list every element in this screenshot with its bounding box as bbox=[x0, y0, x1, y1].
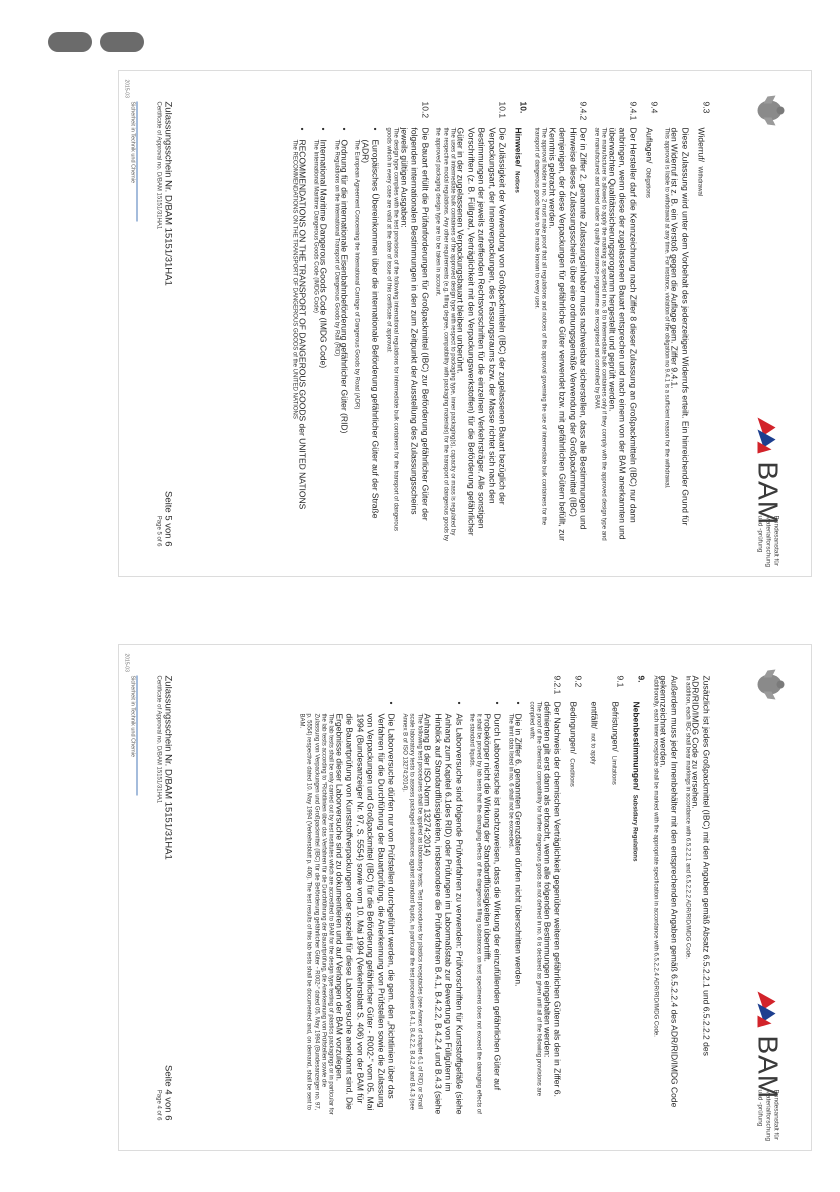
section-9-2-1 bbox=[526, 675, 562, 1115]
section-text-de: Der Nachweis der chemischen Verträglichkeit gegenüber weiteren gefährlichen Gütern als den in Ziffer 6. definierten gilt erst dann als erbracht, wenn alle folgenden Bestimmungen eingehalten werden: bbox=[541, 701, 563, 1097]
section-text-en: The proof of the chemical compatibility for further dangerous goods as not defined in no. 6 is declared as given until all of the following provisions are complied with: bbox=[527, 701, 542, 1096]
list-item-de: Als Laborversuche sind folgende Prüfverfahren zu verwenden: Prüfvorschriften für Kunststoffgefäße (siehe Anhang zum Kapitel 6.1des RID) oder Prüfungen im Labormaßstab zur Bewertung von Füllgütern im Hinblick auf Standardflüssigkeiten, insbesondere die Prüfverfahren B.4.1, B.4.2.2, B.4.2.4 und B.4.3 (siehe Anhang B der ISO-Norm 13274:2014) bbox=[422, 713, 464, 1114]
list-item-en: The Regulations on the International Transport of Dangerous Goods by Rail (RID) bbox=[332, 139, 339, 356]
section-text-en: The uses of intermediate bulk containers of the approved design type with respect to packaging type, inner packaging(s), capacity or mass is regulated by the respective modal regulations. Any other requirements (e.g. filling degree, compatibility with packaging materials) for the transport of dangerous goods by the approved packaging design type are to be taken in account. bbox=[434, 127, 455, 541]
list-item-en: The limit data listed in no. 6 shall not be exceeded. bbox=[506, 713, 513, 848]
list-item-de: Die in Ziffer 6. genannten Grenzdaten dürfen nicht überschritten werden. bbox=[513, 713, 524, 986]
bam-logo bbox=[735, 415, 785, 565]
section-number: 9.4.1 bbox=[627, 101, 638, 120]
section-title-de: Nebenbestimmungen/ bbox=[631, 701, 642, 790]
section-text-en: This approval is liable to withdrawal at any time. For instance, violation of the obligation no 9.4.1 is a sufficient reason for the withdrawal. bbox=[663, 127, 669, 489]
section-text-en: The manufacturer is allowed to apply the marking as specified in no. 8 to intermediate bulk containers only if they comply with the approved design type and are manufactured and tested under a quality assurance programme as recognised and controlled by BAM. bbox=[592, 127, 607, 541]
section-number: 9.2.1 bbox=[552, 675, 563, 694]
intro-1-de: Zusätzlich ist jedes Großpackmittel (IBC) mit den Angaben gemäß Absatz 6.5.2.2.1 und 6.5.2.2.2 des ADR/RID/IMDG Code zu versehen. bbox=[690, 675, 711, 1056]
intro-paragraph bbox=[683, 675, 711, 1115]
page-footer bbox=[147, 675, 173, 1120]
list-item: • Die Laborversuche dürfen nur von Prüfstellen durchgeführt werden, die gem. den „Richtlinien über das Verfahren für die Durchführung der Bauartprüfung, die Anerkennung von Prüfstellen sowie die Zulassung von Verpackungen und Großpackmittel (IBC) für die Beförderung gefährlicher Güter - R002-“ vom 05. Mai 1994 (Bundesanzeiger Nr. 97, S. 5554) sowie vom 10. Mai 1994 (Verkehrsblatt S. 406) von der BAM für die Bauartprüfung von Kunststoffverpackungen oder speziell für diese Laborversuche anerkannt sind. Die Ergebnisse dieser Laborversuche sind zu dokumentieren und auf Verlangen der BAM vorzulegen. The lab tests shall be only carried out by test institutes which are accredited to BAM for the design type testing of plastics packagings or in particular for the lab tests according to “Richtlinien über das Verfahren für die Durchführung der Bauartprüfung, die Anerkennung von Prüfstellen sowie die Zulassung von Verpackungen und Großpackmittel (IBC) für die Beförderung gefährlicher Güter - R002-“ dated 05. May 1994 (Bundesanzeiger no. 97, p. 5554) respective dated 10. May 1994 (Verkehrsblatt p. 406). The test results of this lab tests shall be documented and, on demand, shall be sent to BAM. bbox=[297, 701, 397, 1115]
section-9-4-2 bbox=[531, 101, 588, 541]
section-title-en: Limitations bbox=[610, 755, 617, 785]
section-text-de: Diese Zulassung wird unter dem Vorbehalt des jederzeitigen Widerrufs erteilt. Ein hinreichender Grund für den Widerruf ist z. B. ein Verstoß gegen die Auflage gem. Ziffer 9.4.1. bbox=[669, 127, 690, 525]
page-4-panel bbox=[118, 644, 812, 1151]
list-item-de: RECOMMENDATIONS ON THE TRANSPORT OF DANGEROUS GOODS der UNITED NATIONS bbox=[297, 139, 308, 509]
page-5-content bbox=[181, 101, 711, 541]
section-title-en: Subsidiary Regulations bbox=[631, 794, 638, 861]
bam-logo-icon bbox=[755, 989, 777, 1029]
form-code: 2015-03 bbox=[123, 653, 129, 672]
list-item-en: The European Agreement Concerning the International Carriage of Dangerous Goods by Road (ADR) bbox=[353, 139, 360, 409]
section-number: 9.1 bbox=[615, 675, 626, 687]
intro-2-en: Additionally, each inner receptacle shall be marked with the appropriate specification in accordance with 6.5.2.2.4 ADR/RID/IMDG Code. bbox=[651, 675, 658, 1037]
certificate-title-en: Certificate of Approval no. D/BAM 15151/31HA1 bbox=[155, 675, 161, 803]
page-5-panel bbox=[118, 70, 812, 577]
page-number-de: Seite 5 von 6 bbox=[162, 490, 173, 546]
list-item-de: Die Laborversuche dürfen nur von Prüfstellen durchgeführt werden, die gem. den „Richtlinien über das Verfahren für die Durchführung der Bauartprüfung, die Anerkennung von Prüfstellen sowie die Zulassung von Verpackungen und Großpackmittel (IBC) für die Beförderung gefährlicher Güter - R002-“ vom 05. Mai 1994 (Bundesanzeiger Nr. 97, S. 5554) sowie vom 10. Mai 1994 (Verkehrsblatt S. 406) von der BAM für die Bauartprüfung von Kunststoffverpackungen oder speziell für diese Laborversuche anerkannt sind. Die Ergebnisse dieser Laborversuche sind zu dokumentieren und auf Verlangen der BAM vorzulegen. bbox=[333, 713, 397, 1110]
intro-paragraph bbox=[650, 675, 678, 1115]
section-text-de: Der in Ziffer 2. genannte Zulassungsinhaber muss nachweisbar sicherstellen, dass alle Bestimmungen und Hinweise dieses Zulassungsscheins über eine ordnungsgemäße Verwendung der Großpackmittel (IBC) demjenigen, der diese Verpackungen für gefährliche Güter verwendet bzw. mit gefährlichen Gütern befüllt, zur Kenntnis gebracht werden. bbox=[546, 127, 589, 541]
section-text-de: Die Bauart erfüllt die Prüfanforderungen für Großpackmittel (IBC) zur Beförderung gefährlicher Güter der folgenden internationalen Bestimmungen in den zum Zeitpunkt der Ausstellung des Zulassungsscheins jeweils gültigen Ausgaben: bbox=[398, 127, 430, 521]
list-item-en: It shall be proved by lab tests that the damaging effects of the dangerous filling substances on test specimens does not exceed the damaging effects of the standard liquids. bbox=[468, 713, 482, 1114]
page-4 bbox=[119, 645, 811, 1150]
list-item: • International Maritime Dangerous Goods Code (IMDG Code) The International Maritime Dangerous Goods Code (IMDG Code) bbox=[311, 127, 329, 368]
section-text-de: Der Hersteller darf die Kennzeichnung nach Ziffer 8 dieser Zulassung an Großpackmitteln (IBC) nur dann anbringen, wenn diese der zugelassenen Bauart entsprechen und nach einem von der BAM anerkannten und überwachten Qualitätssicherungsprogramm hergestellt und geprüft werden. bbox=[606, 127, 638, 540]
conditions-list bbox=[296, 675, 523, 1115]
section-number: 10.2 bbox=[419, 101, 430, 118]
list-item: • Europäisches Übereinkommen über die internationale Beförderung gefährlicher Güter auf der Straße (ADR) The European Agreement Concerning the International Carriage of Dangerous Goods by Road (ADR) bbox=[352, 127, 380, 541]
page-4-content bbox=[181, 675, 711, 1115]
page-5 bbox=[119, 71, 811, 576]
section-10-2 bbox=[383, 101, 429, 541]
page-number-en: Page 4 of 6 bbox=[155, 1089, 161, 1120]
section-number: 10. bbox=[518, 101, 529, 113]
section-title-de: Bedingungen/ bbox=[568, 701, 579, 754]
section-title-en: Conditions bbox=[568, 757, 575, 787]
certificate-title-en: Certificate of Approval no. D/BAM 15151/31HA1 bbox=[155, 101, 161, 229]
section-10-1 bbox=[433, 101, 508, 541]
list-item-en: The RECOMMENDATIONS ON THE TRANSPORT OF DANGEROUS GOODS of the UNITED NATIONS bbox=[290, 139, 297, 419]
section-text-en: The design type complies with the test provisions of the following international regulations for intermediate bulk containers for the transport of dangerous goods which in every case are valid at the date of issue of this certificate of approval: bbox=[384, 127, 399, 531]
section-title-de: Auflagen/ bbox=[643, 127, 654, 163]
section-number: 9.4 bbox=[648, 101, 659, 113]
section-10 bbox=[510, 101, 528, 541]
section-title-de: Widerruf/ bbox=[696, 127, 706, 162]
section-9 bbox=[628, 675, 646, 1115]
intro-1-en: In addition, each IBC shall bear markings in accordance with 6.5.2.2.1 and 6.5.2.2.2 ADR/RID/IMDG Code. bbox=[684, 675, 690, 959]
list-item: • Die in Ziffer 6. genannten Grenzdaten dürfen nicht überschritten werden. The limit data listed in no. 6 shall not be exceeded. bbox=[506, 701, 524, 986]
list-item-en: The following test procedures shall be applied as laboratory tests: Test procedures for plastics receptacles (see Annex of chapter 6.1 of RID) or Small scale laboratory tests to assess packaged substances against standard liquids, in particular the test procedures B.4.1, B.4.2.2, B.4.2.4 and B.4.3 (see Annex B of ISO 13274:2014). bbox=[400, 713, 422, 1110]
page-number-en: Page 5 of 6 bbox=[155, 515, 161, 546]
bam-institute-name: Bundesanstalt für Materialforschung und -prüfung bbox=[756, 515, 779, 567]
bam-institute-name: Bundesanstalt für Materialforschung und -prüfung bbox=[756, 1089, 779, 1141]
section-title-de: Befristungen/ bbox=[610, 701, 621, 752]
list-item-de: Europäisches Übereinkommen über die internationale Beförderung gefährlicher Güter auf der Straße (ADR) bbox=[359, 139, 381, 518]
section-9-1 bbox=[586, 675, 625, 1115]
section-title-en: Obligations bbox=[643, 167, 650, 198]
list-item-en: The lab tests shall be only carried out by test institutes which are accredited to BAM for the design type testing of plastics packagings or in particular for the lab tests according to “Richtlinien über das Verfahren für die Durchführung der Bauartprüfung, die Anerkennung von Prüfstellen sowie die Zulassung von Verpackungen und Großpackmittel (IBC) für die Beförderung gefährlicher Güter - R002-“ dated 05. May 1994 (Bundesanzeiger no. 97, p. 5554) respective dated 10. May 1994 (Verkehrsblatt p. 406). The test results of this lab tests shall be documented and, on demand, shall be sent to BAM. bbox=[297, 713, 334, 1115]
section-number: 9. bbox=[636, 675, 647, 683]
section-title-de: Hinweise/ bbox=[513, 127, 524, 167]
section-title-en: Notices bbox=[513, 170, 520, 193]
list-item: • Als Laborversuche sind folgende Prüfverfahren zu verwenden: Prüfvorschriften für Kunststoffgefäße (siehe Anhang zum Kapitel 6.1des RID) oder Prüfungen im Labormaßstab zur Bewertung von Füllgütern im Hinblick auf Standardflüssigkeiten, insbesondere die Prüfverfahren B.4.1, B.4.2.2, B.4.2.4 und B.4.3 (siehe Anhang B der ISO-Norm 13274:2014) The following test procedures shall be applied as laboratory tests: Test procedures for plastics receptacles (see Annex of chapter 6.1 of RID) or Small scale laboratory tests to assess packaged substances against standard liquids, in particular the test procedures B.4.1, B.4.2.2, B.4.2.4 and B.4.3 (see Annex B of ISO 13274:2014). bbox=[400, 701, 464, 1114]
section-text-de: Die Zulässigkeit der Verwendung von Großpackmitteln (IBC) der zugelassenen Bauart bezüglich der Verpackungsart, der Innenverpackungen, des Fassungsraums bzw. der Masse richtet sich nach den Bestimmungen der jeweils zutreffenden Rechtsvorschriften für die einzelnen Verkehrsträger. Alle sonstigen Vorschriften (z. B. Füllgrad, Verträglichkeit mit den Verpackungswerkstoffen) für die Beförderung gefährlicher Güter in der zugelassenen Verpackungsbauart bleiben unberührt. bbox=[455, 127, 508, 536]
section-text-en: The approval holder in no. 2 must make proof that all regulations and notices of this approval governing the use of intermediate bulk containers for the transport of dangerous goods have to be made known to every user. bbox=[532, 127, 547, 525]
form-code: 2015-03 bbox=[123, 79, 129, 98]
bam-tagline: Sicherheit in Technik und Chemie bbox=[129, 101, 135, 183]
federal-eagle-icon bbox=[753, 93, 787, 127]
page-footer bbox=[147, 101, 173, 546]
bam-logo-word: BAM bbox=[752, 1035, 783, 1099]
list-item: • RECOMMENDATIONS ON THE TRANSPORT OF DANGEROUS GOODS der UNITED NATIONS The RECOMMENDATIONS ON THE TRANSPORT OF DANGEROUS GOODS of the UNITED NATIONS bbox=[290, 127, 308, 509]
bam-logo-icon bbox=[755, 415, 777, 455]
bam-tagline: Sicherheit in Technik und Chemie bbox=[129, 675, 135, 757]
punch-hole-marks bbox=[0, 0, 840, 60]
list-item-en: The International Maritime Dangerous Goods Code (IMDG Code) bbox=[311, 139, 318, 313]
page-number-de: Seite 4 von 6 bbox=[162, 1064, 173, 1120]
bam-logo-word: BAM bbox=[752, 461, 783, 525]
list-item: • Durch Laborversuche ist nachzuweisen, dass die Wirkung der einzufüllenden gefährlichen Güter auf Probekörper nicht die Wirkung der Standardflüssigkeiten übertrifft. It shall be proved by lab tests that the damaging effects of the dangerous filling substances on test specimens does not exceed the damaging effects of the standard liquids. bbox=[468, 701, 503, 1114]
footer-rule bbox=[136, 675, 137, 795]
section-9-4 bbox=[641, 101, 659, 541]
list-item-de: Durch Laborversuche ist nachzuweisen, dass die Wirkung der einzufüllenden gefährlichen Güter auf Probekörper nicht die Wirkung der Standardflüssigkeiten übertrifft. bbox=[481, 713, 503, 1090]
federal-eagle-icon bbox=[753, 667, 787, 701]
intro-2-de: Außerdem muss jeder Innenbehälter mit den entsprechenden Angaben gemäß 6.5.2.2.4 des ADR/RID/IMDG Code gekennzeichnet werden. bbox=[658, 675, 679, 1107]
section-9-4-1 bbox=[591, 101, 637, 541]
certificate-title-de: Zulassungsschein Nr. D/BAM 15151/31HA1 bbox=[162, 675, 173, 860]
section-text-en: not to apply bbox=[589, 732, 596, 764]
list-item-de: Ordnung für die internationale Eisenbahnbeförderung gefährlicher Güter (RID) bbox=[339, 139, 350, 433]
list-item: • Ordnung für die internationale Eisenbahnbeförderung gefährlicher Güter (RID) The Regulations on the International Transport of Dangerous Goods by Rail (RID) bbox=[332, 127, 350, 433]
section-number: 9.4.2 bbox=[578, 101, 589, 120]
section-number: 9.3 bbox=[701, 101, 711, 113]
section-title-en: Withdrawal bbox=[696, 165, 702, 196]
section-number: 9.2 bbox=[573, 675, 584, 687]
regulations-list bbox=[289, 101, 380, 541]
certificate-title-de: Zulassungsschein Nr. D/BAM 15151/31HA1 bbox=[162, 101, 173, 286]
list-item-de: International Maritime Dangerous Goods Code (IMDG Code) bbox=[318, 139, 329, 368]
section-9-3 bbox=[662, 101, 711, 541]
footer-rule bbox=[136, 101, 137, 221]
bam-logo bbox=[735, 989, 785, 1139]
section-9-2 bbox=[565, 675, 583, 1115]
section-number: 10.1 bbox=[497, 101, 508, 118]
section-text-de: entfällt/ bbox=[589, 701, 600, 729]
